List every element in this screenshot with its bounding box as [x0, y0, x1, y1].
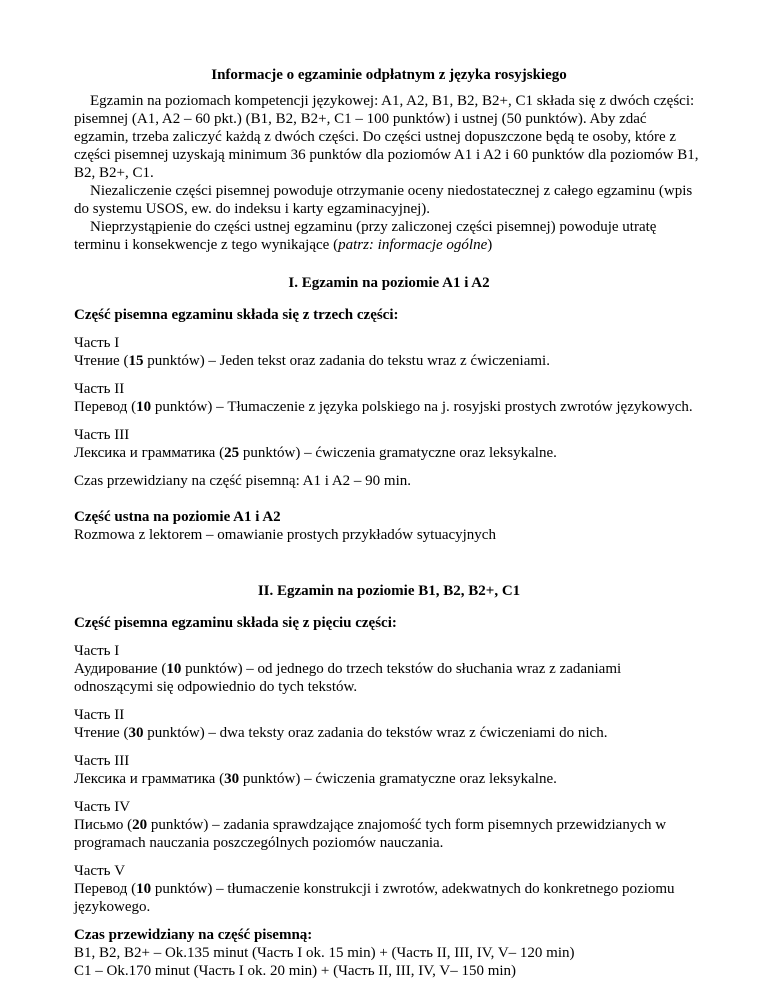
- intro-paragraph-3: Nieprzystąpienie do części ustnej egzaminu (przy zaliczonej części pisemnej) powoduje utratę terminu i konsekwencje z tego wynikające (patrz: informacje ogólne): [74, 219, 657, 253]
- part-label: Часть IV: [74, 799, 131, 815]
- section-2-title: II. Egzamin na poziomie B1, B2, B2+, C1: [257, 583, 521, 599]
- section-1-part: [74, 334, 704, 370]
- document-page: [74, 62, 704, 990]
- part-label: Часть V: [74, 863, 126, 879]
- intro-section: [74, 92, 704, 254]
- section-2-time: [74, 926, 704, 980]
- section-2-part: [74, 798, 704, 852]
- time-line-c1: C1 – Ok.170 minut (Часть I ok. 20 min) + (Часть II, III, IV, V– 150 min): [74, 963, 517, 979]
- part-label: Часть II: [74, 707, 125, 723]
- section-2-part: [74, 706, 704, 742]
- part-description: Письмо (20 punktów) – zadania sprawdzające znajomość tych form pisemnych przewidzianych w programach nauczania poszczególnych poziomów nauczania.: [74, 817, 667, 851]
- section-2-part: [74, 642, 704, 696]
- section-2-part: [74, 752, 704, 788]
- section-1-part: [74, 426, 704, 462]
- part-points: 10: [166, 661, 182, 677]
- part-points: 25: [224, 445, 240, 461]
- part-points: 30: [128, 725, 144, 741]
- part-description: Аудирование (10 punktów) – od jednego do trzech tekstów do słuchania wraz z zadaniami odnoszącymi się odpowiednio do tych tekstów.: [74, 661, 622, 695]
- part-description: Перевод (10 punktów) – Tłumaczenie z języka polskiego na j. rosyjski prostych zwrotów językowych.: [74, 399, 693, 415]
- section-2-part: [74, 862, 704, 916]
- document-title: Informacje o egzaminie odpłatnym z języka rosyjskiego: [211, 67, 567, 83]
- part-points: 10: [136, 399, 152, 415]
- part-description: Лексика и грамматика (30 punktów) – ćwiczenia gramatyczne oraz leksykalne.: [74, 771, 557, 787]
- part-description: Чтение (15 punktów) – Jeden tekst oraz zadania do tekstu wraz z ćwiczeniami.: [74, 353, 550, 369]
- time-heading: Czas przewidziany na część pisemną:: [74, 927, 313, 943]
- section-1-written-heading: Część pisemna egzaminu składa się z trzech części:: [74, 307, 399, 323]
- section-2-written-heading: Część pisemna egzaminu składa się z pięciu części:: [74, 615, 397, 631]
- section-1-title: I. Egzamin na poziomie A1 i A2: [288, 275, 490, 291]
- section-1-part: [74, 380, 704, 416]
- part-points: 15: [128, 353, 144, 369]
- part-description: Перевод (10 punktów) – tłumaczenie konstrukcji i zwrotów, adekwatnych do konkretnego poziomu językowego.: [74, 881, 675, 915]
- part-points: 30: [224, 771, 240, 787]
- part-label: Часть III: [74, 753, 130, 769]
- part-description: Чтение (30 punktów) – dwa teksty oraz zadania do tekstów wraz z ćwiczeniami do nich.: [74, 725, 608, 741]
- time-line-b: B1, B2, B2+ – Ok.135 minut (Часть I ok. 15 min) + (Часть II, III, IV, V– 120 min): [74, 945, 575, 961]
- section-1-oral: [74, 508, 704, 544]
- part-label: Часть I: [74, 335, 120, 351]
- part-label: Часть II: [74, 381, 125, 397]
- section-1-time: Czas przewidziany na część pisemną: A1 i A2 – 90 min.: [74, 473, 411, 489]
- part-description: Лексика и грамматика (25 punktów) – ćwiczenia gramatyczne oraz leksykalne.: [74, 445, 557, 461]
- general-info-reference: patrz: informacje ogólne: [338, 237, 488, 253]
- intro-paragraph-1: Egzamin na poziomach kompetencji językowej: A1, A2, B1, B2, B2+, C1 składa się z dwóch części: pisemnej (A1, A2 – 60 pkt.) (B1, B2, B2+, C1 – 100 punktów) i ustnej (50 punktów). Aby zdać egzamin, trzeba zaliczyć każdą z dwóch części. Do części ustnej dopuszczone będą te osoby, które z części pisemnej uzyskają minimum 36 punktów dla poziomów A1 i A2 i 60 punktów dla poziomów B1, B2, B2+, C1.: [74, 93, 699, 181]
- part-points: 10: [136, 881, 152, 897]
- part-label: Часть I: [74, 643, 120, 659]
- part-label: Часть III: [74, 427, 130, 443]
- part-points: 20: [132, 817, 148, 833]
- oral-heading: Część ustna na poziomie A1 i A2: [74, 509, 281, 525]
- oral-text: Rozmowa z lektorem – omawianie prostych przykładów sytuacyjnych: [74, 527, 496, 543]
- intro-paragraph-2: Niezaliczenie części pisemnej powoduje otrzymanie oceny niedostatecznej z całego egzaminu (wpis do systemu USOS, ew. do indeksu i karty egzaminacyjnej).: [74, 183, 693, 217]
